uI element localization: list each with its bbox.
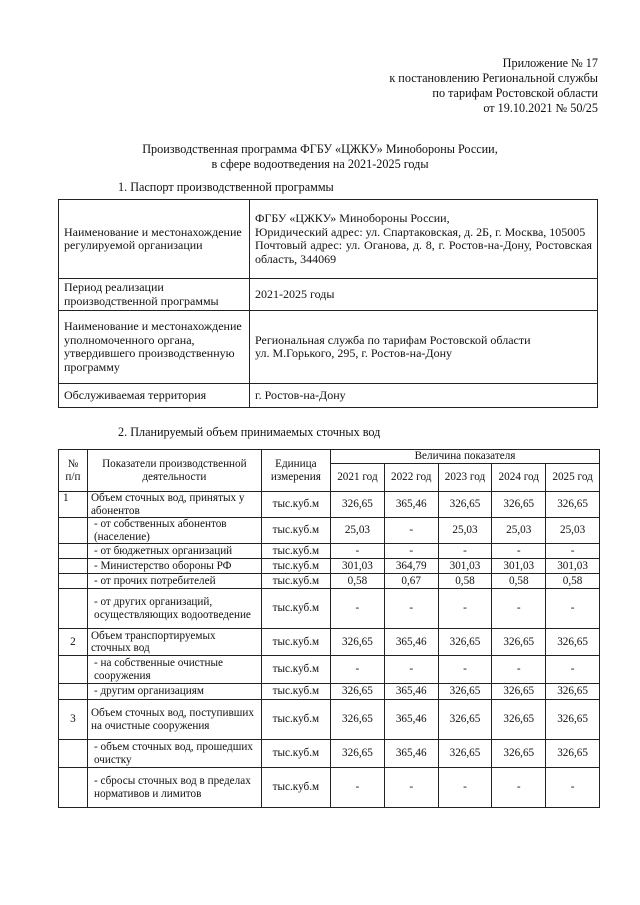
row-number: 3 bbox=[59, 700, 88, 740]
header-year: 2023 год bbox=[438, 464, 492, 492]
passport-row bbox=[59, 384, 598, 408]
row-label: - от прочих потребителей bbox=[87, 574, 261, 589]
row-label: - сбросы сточных вод в пределах нормативов и лимитов bbox=[87, 768, 261, 808]
row-unit: тыс.куб.м bbox=[261, 544, 330, 559]
row-unit: тыс.куб.м bbox=[261, 629, 330, 656]
row-unit: тыс.куб.м bbox=[261, 656, 330, 684]
row-value: - bbox=[331, 544, 385, 559]
row-value: - bbox=[384, 589, 438, 629]
row-value: 326,65 bbox=[546, 492, 600, 518]
row-number bbox=[59, 544, 88, 559]
row-number bbox=[59, 589, 88, 629]
row-value: 25,03 bbox=[546, 518, 600, 544]
table-row bbox=[59, 740, 600, 768]
row-value: 0,58 bbox=[492, 574, 546, 589]
row-value: - bbox=[438, 768, 492, 808]
row-value: - bbox=[438, 544, 492, 559]
passport-row bbox=[59, 311, 598, 384]
passport-label: Обслуживаемая территория bbox=[59, 384, 250, 408]
passport-table bbox=[58, 199, 598, 408]
row-value: - bbox=[492, 656, 546, 684]
row-number bbox=[59, 574, 88, 589]
title-line: Производственная программа ФГБУ «ЦЖКУ» Минобороны России, bbox=[142, 142, 498, 156]
row-value: - bbox=[384, 518, 438, 544]
passport-value-line: Юридический адрес: ул. Спартаковская, д. 2Б, г. Москва, 105005 bbox=[255, 224, 586, 239]
title-line: в сфере водоотведения на 2021-2025 годы bbox=[211, 157, 429, 171]
row-unit: тыс.куб.м bbox=[261, 768, 330, 808]
row-value: - bbox=[438, 589, 492, 629]
row-value: 326,65 bbox=[438, 629, 492, 656]
row-value: 364,79 bbox=[384, 559, 438, 574]
row-value: 301,03 bbox=[492, 559, 546, 574]
header-number: № п/п bbox=[59, 450, 88, 492]
passport-value-line: Почтовый адрес: ул. Оганова, д. 8, г. Ростов-на-Дону, Ростовская область, 344069 bbox=[255, 238, 592, 266]
header-year: 2021 год bbox=[331, 464, 385, 492]
passport-row bbox=[59, 200, 598, 279]
passport-value-line: ФГБУ «ЦЖКУ» Минобороны России, bbox=[255, 211, 450, 225]
row-value: 25,03 bbox=[438, 518, 492, 544]
row-unit: тыс.куб.м bbox=[261, 574, 330, 589]
row-unit: тыс.куб.м bbox=[261, 700, 330, 740]
section-heading-volume: 2. Планируемый объем принимаемых сточных вод bbox=[118, 425, 381, 439]
table-row bbox=[59, 768, 600, 808]
row-value: - bbox=[492, 589, 546, 629]
row-value: 326,65 bbox=[331, 492, 385, 518]
row-label: Объем сточных вод, принятых у абонентов bbox=[87, 492, 261, 518]
table-row bbox=[59, 629, 600, 656]
row-value: - bbox=[384, 656, 438, 684]
row-value: 365,46 bbox=[384, 740, 438, 768]
appendix-line: от 19.10.2021 № 50/25 bbox=[483, 101, 598, 115]
table-header-row bbox=[59, 450, 600, 464]
row-label: Объем сточных вод, поступивших на очистные сооружения bbox=[87, 700, 261, 740]
row-value: 326,65 bbox=[546, 629, 600, 656]
row-value: - bbox=[384, 544, 438, 559]
table-row bbox=[59, 559, 600, 574]
row-label: - от собственных абонентов (население) bbox=[87, 518, 261, 544]
row-value: - bbox=[331, 656, 385, 684]
row-value: 326,65 bbox=[546, 740, 600, 768]
row-label: - другим организациям bbox=[87, 684, 261, 700]
row-value: - bbox=[546, 768, 600, 808]
table-row bbox=[59, 574, 600, 589]
row-value: - bbox=[546, 656, 600, 684]
row-value: 365,46 bbox=[384, 492, 438, 518]
row-value: 0,67 bbox=[384, 574, 438, 589]
row-value: 365,46 bbox=[384, 629, 438, 656]
row-label: - объем сточных вод, прошедших очистку bbox=[87, 740, 261, 768]
row-value: 301,03 bbox=[546, 559, 600, 574]
appendix-line: Приложение № 17 bbox=[502, 56, 598, 70]
row-value: 326,65 bbox=[331, 629, 385, 656]
passport-value-line: Региональная служба по тарифам Ростовской области bbox=[255, 332, 531, 347]
row-value: 365,46 bbox=[384, 684, 438, 700]
row-value: 0,58 bbox=[331, 574, 385, 589]
row-unit: тыс.куб.м bbox=[261, 559, 330, 574]
row-value: 326,65 bbox=[492, 684, 546, 700]
row-number bbox=[59, 684, 88, 700]
table-row bbox=[59, 544, 600, 559]
passport-value: 2021-2025 годы bbox=[250, 279, 598, 311]
table-row bbox=[59, 492, 600, 518]
row-unit: тыс.куб.м bbox=[261, 492, 330, 518]
row-label: - от других организаций, осуществляющих водоотведение bbox=[87, 589, 261, 629]
row-value: 326,65 bbox=[492, 629, 546, 656]
row-value: 326,65 bbox=[546, 700, 600, 740]
row-value: 326,65 bbox=[492, 740, 546, 768]
row-value: 25,03 bbox=[331, 518, 385, 544]
row-unit: тыс.куб.м bbox=[261, 518, 330, 544]
row-value: 365,46 bbox=[384, 700, 438, 740]
row-value: 326,65 bbox=[331, 700, 385, 740]
passport-value bbox=[250, 311, 598, 384]
header-year: 2022 год bbox=[384, 464, 438, 492]
row-number: 2 bbox=[59, 629, 88, 656]
row-unit: тыс.куб.м bbox=[261, 684, 330, 700]
row-label: - Министерство обороны РФ bbox=[87, 559, 261, 574]
row-value: 326,65 bbox=[438, 740, 492, 768]
row-value: 326,65 bbox=[438, 684, 492, 700]
row-value: 25,03 bbox=[492, 518, 546, 544]
row-label: Объем транспортируемых сточных вод bbox=[87, 629, 261, 656]
row-number bbox=[59, 518, 88, 544]
table-row bbox=[59, 518, 600, 544]
row-label: - от бюджетных организаций bbox=[87, 544, 261, 559]
row-value: - bbox=[492, 768, 546, 808]
row-value: 326,65 bbox=[546, 684, 600, 700]
passport-label: Период реализации производственной программы bbox=[59, 279, 250, 311]
header-year: 2025 год bbox=[546, 464, 600, 492]
table-row bbox=[59, 700, 600, 740]
row-value: 301,03 bbox=[438, 559, 492, 574]
row-value: - bbox=[384, 768, 438, 808]
row-value: - bbox=[331, 768, 385, 808]
section-heading-passport: 1. Паспорт производственной программы bbox=[118, 180, 334, 194]
row-value: - bbox=[492, 544, 546, 559]
passport-value bbox=[250, 200, 598, 279]
row-number bbox=[59, 559, 88, 574]
row-value: 326,65 bbox=[492, 700, 546, 740]
appendix-line: к постановлению Региональной службы bbox=[389, 71, 598, 85]
passport-value: г. Ростов-на-Дону bbox=[250, 384, 598, 408]
table-row bbox=[59, 656, 600, 684]
row-number bbox=[59, 740, 88, 768]
table-row bbox=[59, 684, 600, 700]
appendix-line: по тарифам Ростовской области bbox=[432, 86, 598, 100]
row-value: 301,03 bbox=[331, 559, 385, 574]
header-value-group: Величина показателя bbox=[331, 450, 600, 464]
row-value: - bbox=[331, 589, 385, 629]
row-value: - bbox=[546, 589, 600, 629]
row-value: 326,65 bbox=[492, 492, 546, 518]
row-number bbox=[59, 768, 88, 808]
header-unit: Единица измерения bbox=[261, 450, 330, 492]
row-value: 0,58 bbox=[546, 574, 600, 589]
passport-value-line: ул. М.Горького, 295, г. Ростов-на-Дону bbox=[255, 346, 452, 360]
row-label: - на собственные очистные сооружения bbox=[87, 656, 261, 684]
passport-label: Наименование и местонахождение регулируемой организации bbox=[59, 200, 250, 279]
table-row bbox=[59, 589, 600, 629]
header-indicator: Показатели производственной деятельности bbox=[87, 450, 261, 492]
header-year: 2024 год bbox=[492, 464, 546, 492]
row-unit: тыс.куб.м bbox=[261, 740, 330, 768]
passport-row bbox=[59, 279, 598, 311]
row-value: - bbox=[438, 656, 492, 684]
row-number: 1 bbox=[59, 492, 88, 518]
volume-table bbox=[58, 449, 600, 808]
row-number bbox=[59, 656, 88, 684]
row-value: - bbox=[546, 544, 600, 559]
row-value: 0,58 bbox=[438, 574, 492, 589]
row-value: 326,65 bbox=[438, 492, 492, 518]
passport-label: Наименование и местонахождение уполномоченного органа, утвердившего производственную программу bbox=[59, 311, 250, 384]
row-value: 326,65 bbox=[331, 740, 385, 768]
row-value: 326,65 bbox=[438, 700, 492, 740]
row-unit: тыс.куб.м bbox=[261, 589, 330, 629]
appendix-block bbox=[389, 56, 598, 116]
row-value: 326,65 bbox=[331, 684, 385, 700]
document-title bbox=[0, 142, 640, 172]
